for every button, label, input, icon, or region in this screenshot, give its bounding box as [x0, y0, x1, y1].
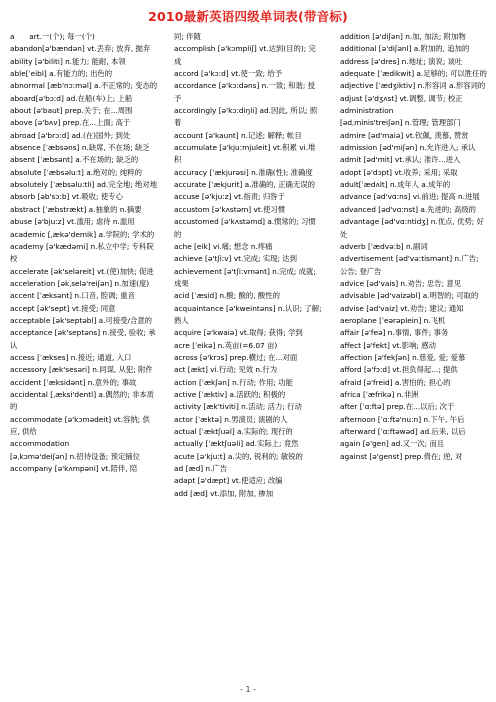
vocab-entry: add [æd] vt.添加, 附加, 掺加 — [174, 488, 274, 498]
vocab-entry: achieve [ə'tʃi:v] vt.完成; 实现; 达到 — [174, 254, 297, 264]
vocab-entry: admire [əd'maiə] vt.钦佩, 羡慕, 赞赏 — [340, 130, 469, 140]
vocab-entry: adverb [ˈædvə:b] n.副词 — [340, 241, 428, 251]
vocab-entry: absolutely [ˈæbsəlu:tli] ad.完全地; 绝对地 — [10, 180, 158, 190]
vocab-entry: advisable [əd'vaizəbl] a.明智的; 可取的 — [340, 291, 479, 301]
vocab-entry: activity [æk'tiviti] n.活动; 活力; 行动 — [174, 402, 302, 412]
page-number: - 1 - — [240, 685, 256, 694]
vocab-entry: absence [ˈæbsəns] n.缺席, 不在场; 缺乏 — [10, 143, 150, 153]
vocab-entry: abstract [ˈæbstrækt] a.抽象的 n.摘要 — [10, 204, 142, 214]
vocab-entry: against [ə'genst] prep.倚在; 逆, 对 — [340, 451, 463, 461]
vocab-entry: 同; 伴随 — [174, 32, 201, 41]
vocab-entry: accordingly [ə'kɔ:diŋli] ad.因此, 所以; 照着 — [174, 106, 318, 128]
vocab-entry: access [ˈækses] n.接近; 通道, 入口 — [10, 352, 132, 362]
vocab-entry: accommodation — [10, 439, 70, 449]
vocab-entry: acute [ə'kju:t] a.尖的, 锐利的; 敏锐的 — [174, 451, 303, 461]
vocab-entry: aboard[ə'bɔ:d] ad.在船(车)上; 上船 — [10, 93, 133, 103]
vocab-entry: addition [ə'diʃən] n.加, 加法; 附加物 — [340, 32, 466, 41]
vocab-entry: account [ə'kaunt] n.记述; 解释; 帐目 — [174, 130, 302, 140]
vocab-entry: advanced [əd'vɑ:nst] a.先进的; 高级的 — [340, 204, 477, 214]
vocab-entry: academy [ə'kædəmi] n.私立中学; 专科院校 — [10, 241, 154, 264]
vocab-entry: acre [ˈeikə] n.英亩(=6.07 亩) — [174, 340, 278, 350]
vocab-entry: about [ə'baut] prep.关于; 在...周围 — [10, 106, 133, 116]
vocab-entry: active [ˈæktiv] a.活跃的; 积极的 — [174, 389, 286, 399]
vocab-entry: after [ˈɑ:ftə] prep.在...以后; 次于 — [340, 402, 455, 412]
vocab-entry: accept [ək'sept] vt.接受; 同意 — [10, 303, 116, 313]
vocab-entry: additional [ə'diʃənl] a.附加的, 追加的 — [340, 44, 470, 54]
vocab-entry: affect [ə'fekt] vt.影响; 感动 — [340, 340, 436, 350]
vocab-entry: accommodate [ə'kɔmədeit] vt.容纳; 供应, 供给 — [10, 414, 150, 436]
vocab-entry: [əˌkɔmə'deiʃən] n.招待设备; 预定铺位 — [10, 451, 140, 461]
vocab-entry: abroad [ə'brɔ:d] ad.(在)国外; 到处 — [10, 130, 131, 140]
vocab-entry: accomplish [ə'kɔmpliʃ] vt.达到(目的); 完成 — [174, 44, 316, 66]
vocab-entry: accompany [ə'kʌmpəni] vt.陪伴, 陪 — [10, 464, 138, 474]
vocab-entry: acceptable [ək'septəbl] a.可接受/合意的 — [10, 315, 153, 325]
vocab-entry: afraid [ə'freid] a.害怕的; 担心的 — [340, 377, 451, 387]
column-1 — [10, 31, 158, 475]
column-3 — [340, 31, 487, 463]
vocab-entry: afterward [ˈɑ:ftəwəd] ad.后来, 以后 — [340, 427, 466, 436]
vocab-entry: absorb [əb'sɔ:b] vt.吸收; 使专心 — [10, 192, 123, 202]
vocab-entry: actor [ˈæktə] n.男演员; 演剧的人 — [174, 414, 288, 424]
vocab-entry: above [ə'bʌv] prep.在...上面; 高于 — [10, 118, 131, 128]
vocab-entry: advantage [əd'vɑ:ntidʒ] n.优点, 优势; 好处 — [340, 217, 484, 239]
vocab-entry: absent [ˈæbsənt] a.不在场的; 缺乏的 — [10, 155, 139, 165]
vocab-entry: accordance [ə'kɔ:dəns] n.一致; 和谐; 授予 — [174, 81, 316, 103]
vocab-entry: accent [ˈæksənt] n.口音, 腔调; 重音 — [10, 291, 135, 301]
vocab-entry: advance [əd'vɑ:ns] vi.前进; 提高 n.进展 — [340, 192, 480, 202]
vocab-entry: a art.一(个); 每一(个) — [10, 32, 95, 41]
vocab-entry: acceleration [əkˌselə'reiʃən] n.加速(度) — [10, 278, 150, 288]
vocab-entry: acquaintance [ə'kweintəns] n.认识; 了解; 熟人 — [174, 303, 322, 325]
vocab-entry: acquire [ə'kwaiə] vt.取得; 获得; 学到 — [174, 328, 303, 338]
vocab-entry: adjective [ˈædʒiktiv] n.形容词 a.形容词的 — [340, 81, 486, 91]
vocab-entry: accident [ˈæksidənt] n.意外的; 事故 — [10, 377, 137, 387]
vocab-entry: adopt [ə'dɔpt] vt.收养; 采用; 采取 — [340, 167, 458, 177]
vocab-entry: acid [ˈæsid] n.酸; 酸的, 酸性的 — [174, 291, 280, 301]
vocab-entry: address [ə'dres] n.地址; 演说; 谈吐 — [340, 56, 463, 66]
vocab-entry: affection [ə'fekʃən] n.慈爱, 爱; 爱慕 — [340, 352, 466, 362]
vocab-entry: ache [eik] vi.痛; 想念 n.疼痛 — [174, 241, 273, 251]
vocab-entry: afternoon [ˈɑ:ftə'nu:n] n.下午, 午后 — [340, 414, 465, 424]
vocab-entry: adapt [ə'dæpt] vt.使适应; 改编 — [174, 476, 283, 486]
vocab-entry: accelerate [ək'seləreit] vt.(使)加快; 促进 — [10, 266, 154, 276]
vocab-entry: [ədˌminis'treiʃən] n.管理; 管理部门 — [340, 118, 461, 128]
vocab-entry: able[ˈeibl] a.有能力的; 出色的 — [10, 69, 113, 79]
vocab-entry: advice [əd'vais] n.劝告; 忠告; 意见 — [340, 278, 462, 288]
vocab-entry: across [ə'krɔs] prep.横过; 在...对面 — [174, 352, 298, 362]
vocab-entry: accustom [ə'kʌstəm] vt.使习惯 — [174, 204, 286, 214]
vocab-entry: abuse [ə'bju:z] vt.滥用; 虐待 n.滥用 — [10, 217, 135, 227]
vocab-entry: actual [ˈæktʃuəl] a.实际的; 现行的 — [174, 427, 293, 436]
column-2 — [174, 31, 322, 500]
vocab-entry: africa [ˈæfrikə] n.非洲 — [340, 389, 419, 399]
vocab-entry: accumulate [ə'kju:mjuleit] vt.积累 vi.堆积 — [174, 143, 316, 165]
vocab-entry: abandon[ə'bændən] vt.丢弃; 放弃, 抛弃 — [10, 44, 151, 54]
vocab-entry: ad [æd] n.广告 — [174, 464, 228, 474]
vocab-entry: act [ækt] vi.行动; 见效 n.行为 — [174, 365, 278, 375]
vocab-entry: accuse [ə'kju:z] vt.指责; 归咎于 — [174, 192, 285, 202]
vocab-entry: actually [ˈæktʃuəli] ad.实际上; 竟然 — [174, 439, 299, 449]
vocab-entry: advise [əd'vaiz] vt.劝告; 建议; 通知 — [340, 303, 464, 313]
vocab-entry: aeroplane [ˈeərəplein] n.飞机 — [340, 315, 446, 325]
vocab-entry: admit [əd'mit] vt.承认; 准许...进入 — [340, 155, 461, 165]
vocab-entry: adequate [ˈædikwit] a.足够的; 可以胜任的 — [340, 69, 487, 79]
vocab-entry: abnormal [æb'nɔ:məl] a.不正常的; 变态的 — [10, 81, 158, 91]
vocab-entry: adjust [ə'dʒʌst] vt.调整, 调节; 校正 — [340, 93, 463, 103]
vocab-entry: afford [ə'fɔ:d] vt.担负得起...; 提供 — [340, 365, 458, 375]
vocab-entry: advertisement [əd'və:tismənt] n.广告; 公告; 登广告 — [340, 254, 479, 276]
vocab-entry: accustomed [ə'kʌstəmd] a.惯常的; 习惯的 — [174, 217, 316, 239]
page-title: 2010最新英语四级单词表(带音标) — [148, 9, 348, 24]
vocab-entry: accuracy [ˈækjurəsi] n.准确(性); 准确度 — [174, 167, 313, 177]
vocab-entry: accidental [ˌæksi'dentl] a.偶然的; 非本质的 — [10, 389, 155, 412]
vocab-entry: admission [əd'miʃən] n.允许进入; 承认 — [340, 143, 476, 153]
vocab-entry: administration — [340, 106, 394, 116]
vocab-entry: affair [ə'feə] n.事情, 事件; 事务 — [340, 328, 449, 338]
vocab-entry: adult[ˈædʌlt] n.成年人 a.成年的 — [340, 180, 451, 190]
vocab-entry: academic [ˌækə'demik] a.学院的; 学术的 — [10, 229, 155, 239]
vocab-entry: action [ˈækʃən] n.行动; 作用; 功能 — [174, 377, 293, 387]
vocab-entry: accord [ə'kɔ:d] vt.使一致; 给予 — [174, 69, 283, 79]
vocab-entry: achievement [ə'tʃi:vmənt] n.完成; 成就; 成果 — [174, 266, 316, 288]
vocab-entry: accessory [æk'sesəri] n.同谋, 从犯; 附件 — [10, 365, 153, 375]
vocab-entry: ability [ə'biliti] n.能力; 能耐, 本领 — [10, 56, 126, 66]
vocab-entry: acceptance [ək'septəns] n.接受, 验收; 承认 — [10, 328, 156, 350]
vocab-entry: accurate [ˈækjurit] a.准确的, 正确无误的 — [174, 180, 315, 190]
vocab-entry: again [ə'gen] ad.又一次; 而且 — [340, 439, 445, 449]
vocab-entry: absolute [ˈæbsəlu:t] a.绝对的; 纯粹的 — [10, 167, 142, 177]
